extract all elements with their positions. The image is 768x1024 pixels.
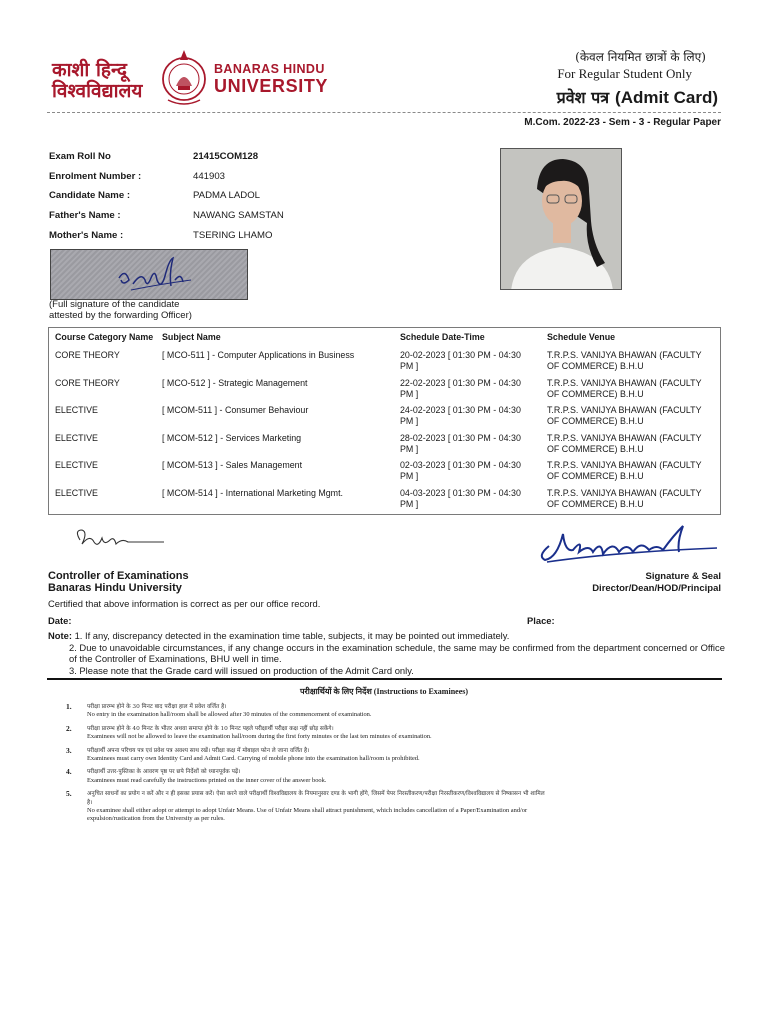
item-number: 3. (66, 745, 72, 755)
note-1 (48, 630, 728, 642)
list-item (66, 703, 546, 720)
table-header-category: Course Category Name (55, 332, 154, 342)
row-category: ELECTIVE (55, 405, 98, 416)
controller-line1: Controller of Examinations (48, 570, 189, 582)
row-category: ELECTIVE (55, 460, 98, 471)
venue-line2: OF COMMERCE) B.H.U (547, 499, 644, 509)
info-row-father (49, 206, 284, 226)
item-english: Examinees must carry own Identity Card and Admit Card. Carrying of mobile phone into the examination hall/room is prohibited. (87, 755, 420, 763)
info-label: Father's Name : (49, 210, 121, 222)
certified-text: Certified that above information is correct as per our office record. (48, 598, 321, 609)
row-datetime (400, 433, 540, 455)
note-label: Note: (48, 630, 72, 641)
table-header-datetime: Schedule Date-Time (400, 332, 485, 342)
list-item (66, 790, 546, 824)
item-number: 5. (66, 789, 72, 799)
university-hindi-name (52, 60, 142, 102)
venue-line1: T.R.P.S. VANIJYA BHAWAN (FACULTY (547, 460, 702, 471)
item-hindi: परीक्षार्थी उत्तर-पुस्तिका के आवरण पृष्ठ पर छपे निर्देशों को ध्यानपूर्वक पढ़ें। (87, 769, 241, 776)
table-row (49, 405, 720, 433)
candidate-info (49, 147, 284, 245)
candidate-signature-icon (51, 250, 248, 300)
item-text (87, 703, 546, 720)
admit-card-english: (Admit Card) (615, 88, 718, 107)
datetime-line2: PM ] (400, 499, 419, 509)
signature-note-line2: attested by the forwarding Officer) (49, 310, 192, 321)
controller-signature-icon (70, 524, 170, 554)
row-datetime (400, 378, 540, 400)
director-title (592, 571, 721, 595)
datetime-line1: 02-03-2023 [ 01:30 PM - 04:30 (400, 460, 521, 471)
datetime-line2: PM ] (400, 471, 419, 482)
row-venue (547, 488, 719, 510)
info-row-mother (49, 225, 284, 245)
info-label: Mother's Name : (49, 229, 124, 241)
venue-line1: T.R.P.S. VANIJYA BHAWAN (FACULTY (547, 432, 702, 443)
admit-card-hindi: प्रवेश पत्र (556, 88, 610, 107)
row-category: ELECTIVE (55, 432, 98, 443)
regular-student-hindi: (केवल नियमित छात्रों के लिए) (575, 50, 706, 64)
table-row (49, 378, 720, 406)
datetime-line2: PM ] (400, 361, 419, 371)
venue-line2: OF COMMERCE) B.H.U (547, 443, 644, 454)
person-photo-icon (501, 149, 622, 290)
note-3: 3. Please note that the Grade card will issued on production of the Admit Card only. (69, 664, 414, 676)
row-category: CORE THEORY (55, 377, 120, 388)
row-datetime (400, 405, 540, 427)
venue-line1: T.R.P.S. VANIJYA BHAWAN (FACULTY (547, 377, 702, 388)
regular-student-english: For Regular Student Only (557, 66, 692, 81)
university-seal-icon (160, 46, 208, 108)
table-row (49, 350, 720, 378)
venue-line2: OF COMMERCE) B.H.U (547, 361, 644, 371)
info-value: 441903 (193, 170, 226, 182)
row-datetime (400, 350, 540, 372)
item-hindi: अनुचित साधनों का प्रयोग न करें और न ही इसका प्रयास करें। ऐसा करने वाले परीक्षार्थी विश्वविद्यालय के नियमानुसार दण्ड के भागी होंगे, जिसमें पेपर निरस्तीकरण/परीक्षा निरस्तीकरण/विश्वविद्यालय से निष्कासन भी शामिल है। (87, 791, 545, 806)
row-category: ELECTIVE (55, 488, 98, 498)
item-text (87, 790, 546, 824)
row-subject: [ MCO-512 ] - Strategic Management (162, 377, 308, 388)
row-subject: [ MCOM-514 ] - International Marketing Mgmt. (162, 488, 344, 498)
notes-section (48, 630, 728, 676)
item-english: Examinees will not be allowed to leave the examination hall/room during the first forty minutes or the last ten minutes of examination. (87, 733, 432, 741)
item-english: No entry in the examination hall/room shall be allowed after 30 minutes of the commencement of examination. (87, 711, 372, 719)
row-subject: [ MCOM-511 ] - Consumer Behaviour (162, 405, 309, 416)
venue-line2: OF COMMERCE) B.H.U (547, 388, 644, 399)
place-label: Place: (527, 615, 555, 626)
row-subject: [ MCOM-513 ] - Sales Management (162, 460, 303, 471)
info-value: TSERING LHAMO (193, 229, 273, 241)
list-item (66, 747, 546, 764)
venue-line2: OF COMMERCE) B.H.U (547, 416, 644, 427)
item-text (87, 725, 546, 742)
header-divider (47, 112, 721, 113)
item-number: 4. (66, 767, 72, 777)
table-row (49, 433, 720, 461)
item-english: No examinee shall either adopt or attempt to adopt Unfair Means. Use of Unfair Means shall attract punishment, which includes cancellation of a Paper/Examination and/or expulsion/rustication from the University as per rules. (87, 807, 528, 823)
info-label: Candidate Name : (49, 190, 131, 202)
english-name-line2: UNIVERSITY (214, 76, 329, 96)
candidate-signature-box (50, 249, 248, 300)
instructions-title: परीक्षार्थियों के लिए निर्देश (Instructions to Examinees) (299, 687, 469, 696)
datetime-line1: 22-02-2023 [ 01:30 PM - 04:30 (400, 377, 521, 388)
info-row-roll (49, 147, 284, 167)
row-datetime (400, 460, 540, 482)
director-label: Director/Dean/HOD/Principal (592, 583, 721, 594)
row-datetime (400, 488, 540, 510)
info-value: 21415COM128 (193, 151, 259, 163)
instructions-list (66, 703, 546, 829)
director-signature-icon (527, 518, 723, 568)
venue-line1: T.R.P.S. VANIJYA BHAWAN (FACULTY (547, 405, 702, 416)
datetime-line1: 04-03-2023 [ 01:30 PM - 04:30 (400, 488, 521, 498)
row-venue (547, 378, 719, 400)
table-header-venue: Schedule Venue (547, 332, 616, 342)
controller-line2: Banaras Hindu University (48, 582, 182, 594)
signature-note (49, 299, 192, 321)
item-text (87, 747, 546, 764)
signature-seal-label: Signature & Seal (645, 571, 721, 582)
university-english-name (214, 62, 328, 96)
item-number: 2. (66, 723, 72, 733)
datetime-line2: PM ] (400, 416, 419, 427)
info-row-name (49, 186, 284, 206)
item-hindi: परीक्षा प्रारम्भ होने के 30 मिनट बाद परीक्षा हाल में प्रवेश वर्जित है। (87, 704, 227, 710)
row-venue (547, 433, 719, 455)
notes-divider (47, 678, 722, 680)
date-label: Date: (48, 615, 72, 626)
hindi-name-line2: विश्वविद्यालय (52, 80, 143, 102)
item-number: 1. (66, 702, 72, 711)
datetime-line2: PM ] (400, 443, 419, 454)
venue-line1: T.R.P.S. VANIJYA BHAWAN (FACULTY (547, 488, 702, 498)
note-2: 2. Due to unavoidable circumstances, if any change occurs in the examination schedule, the same may be confirmed from the department concerned or Office of the Controller of Examinations, BHU well in time. (69, 641, 725, 664)
row-subject: [ MCOM-512 ] - Services Marketing (162, 432, 302, 443)
course-line: M.Com. 2022-23 - Sem - 3 - Regular Paper (524, 117, 721, 128)
table-header-subject: Subject Name (162, 332, 221, 342)
table-row (49, 488, 720, 516)
info-row-enrolment (49, 167, 284, 187)
row-subject: [ MCO-511 ] - Computer Applications in Business (162, 350, 355, 360)
admit-card-title (557, 86, 718, 108)
row-venue (547, 350, 719, 372)
datetime-line2: PM ] (400, 388, 419, 399)
info-value: PADMA LADOL (193, 190, 261, 202)
item-hindi: परीक्षार्थी अपना परिचय पत्र एवं प्रवेश पत्र अवश्य साथ रखें। परीक्षा कक्ष में मोबाइल फोन ले जाना वर्जित है। (87, 747, 310, 754)
info-label: Enrolment Number : (49, 170, 142, 182)
controller-title (48, 570, 189, 594)
row-venue (547, 405, 719, 427)
hindi-name-line1: काशी हिन्दू (52, 59, 127, 81)
signature-note-line1: (Full signature of the candidate (49, 299, 180, 310)
info-value: NAWANG SAMSTAN (193, 210, 284, 222)
venue-line1: T.R.P.S. VANIJYA BHAWAN (FACULTY (547, 350, 702, 360)
list-item (66, 725, 546, 742)
item-english: Examinees must read carefully the instructions printed on the inner cover of the answer book. (87, 776, 327, 784)
item-hindi: परीक्षा प्रारम्भ होने के 40 मिनट के भीतर अथवा समाप्त होने के 10 मिनट पहले परीक्षार्थी परीक्षा कक्ष नहीं छोड़ सकेंगे। (87, 725, 334, 732)
datetime-line1: 28-02-2023 [ 01:30 PM - 04:30 (400, 432, 521, 443)
note-1-text: 1. If any, discrepancy detected in the examination time table, subjects, it may be pointed out immediately. (71, 630, 510, 641)
schedule-table (48, 327, 721, 515)
table-row (49, 460, 720, 488)
item-text (87, 768, 546, 785)
venue-line2: OF COMMERCE) B.H.U (547, 471, 644, 482)
english-name-line1: BANARAS HINDU (214, 62, 325, 76)
datetime-line1: 24-02-2023 [ 01:30 PM - 04:30 (400, 405, 521, 416)
candidate-photo (500, 148, 622, 290)
row-venue (547, 460, 719, 482)
row-category: CORE THEORY (55, 350, 120, 360)
list-item (66, 768, 546, 785)
info-label: Exam Roll No (49, 151, 111, 163)
datetime-line1: 20-02-2023 [ 01:30 PM - 04:30 (400, 350, 521, 360)
